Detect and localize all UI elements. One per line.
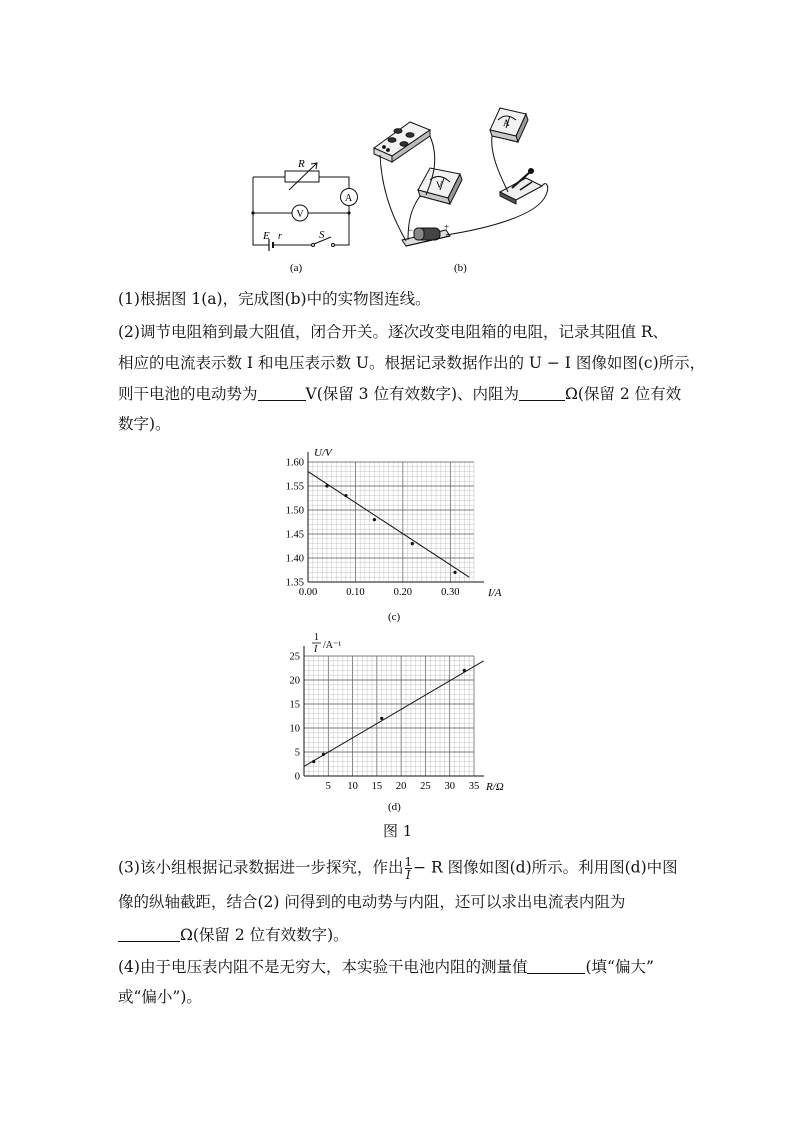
d-y-tick-label: 5 — [294, 747, 300, 759]
internal-resistance-label: r — [278, 231, 282, 242]
battery-minus-label: − — [408, 225, 414, 235]
question-3-line-2: 像的纵轴截距，结合(2) 问得到的电动势与内阻，还可以求出电流表内阻为 — [118, 893, 626, 911]
c-data-point — [373, 518, 376, 521]
chart-c-u-vs-i — [270, 440, 530, 630]
d-y-tick-label: 25 — [289, 651, 300, 663]
d-y-tick-label: 20 — [289, 675, 300, 687]
battery-plus-label: + — [444, 222, 450, 232]
chart-c-x-axis-label: I/A — [488, 587, 502, 599]
d-y-tick-label: 10 — [289, 723, 300, 735]
c-y-tick-label: 1.60 — [285, 457, 304, 469]
question-2-line-3: 则干电池的电动势为 V(保留 3 位有效数字)、内阻为 Ω(保留 2 位有效 — [118, 385, 682, 403]
d-x-tick-label: 25 — [420, 781, 431, 792]
question-1: (1)根据图 1(a)，完成图(b)中的实物图连线。 — [118, 290, 431, 308]
d-x-tick-label: 20 — [395, 781, 407, 792]
d-data-point — [312, 760, 315, 763]
chart-d-caption: (d) — [388, 801, 401, 813]
d-data-point — [463, 669, 466, 672]
ammeter-symbol-label: A — [345, 193, 353, 204]
inverse-i-fraction: $\frac{1}{I}$ — [404, 855, 413, 882]
question-4-line-1: (4)由于电压表内阻不是无穷大，本实验干电池内阻的测量值 (填“偏大” — [118, 958, 654, 976]
c-y-tick-label: 1.50 — [285, 505, 304, 517]
c-data-point — [453, 571, 456, 574]
d-x-tick-label: 30 — [444, 781, 455, 792]
chart-c-caption: (c) — [388, 611, 401, 623]
chart-d-y-label-unit: /A⁻¹ — [323, 640, 342, 651]
emf-answer-blank[interactable] — [258, 386, 306, 401]
resistor-label: R — [298, 158, 305, 170]
resistance-box-icon — [374, 122, 430, 162]
chart-d-y-label-numerator: 1 — [314, 632, 319, 643]
c-x-tick-label: 0.30 — [441, 587, 460, 598]
figure-1-caption: 图 1 — [383, 822, 413, 840]
internal-resistance-answer-blank[interactable] — [519, 386, 565, 401]
question-3-line-1: (3)该小组根据记录数据进一步探究，作出 $\frac{1}{I}$ − R 图像如图(d)所示。利用图(d)中图 — [118, 855, 678, 882]
c-x-tick-label: 0.10 — [346, 587, 365, 598]
c-data-point — [411, 542, 414, 545]
voltmeter-symbol-label: V — [296, 209, 304, 220]
d-x-tick-label: 35 — [468, 781, 480, 792]
d-data-point — [322, 753, 325, 756]
c-y-tick-label: 1.40 — [285, 553, 304, 565]
chart-d-inverse-i-vs-r — [270, 628, 530, 823]
figure-b-caption: (b) — [454, 262, 467, 274]
d-data-point — [380, 717, 383, 720]
switch-icon — [500, 169, 542, 205]
d-y-tick-label: 15 — [289, 699, 300, 711]
chart-d-x-axis-label: R/Ω — [486, 781, 504, 793]
chart-d-y-label-denominator: I — [314, 644, 318, 655]
question-2-line-4: 数字)。 — [118, 415, 171, 433]
question-2-line-1: (2)调节电阻箱到最大阻值，闭合开关。逐次改变电阻箱的电阻，记录其阻值 R、 — [118, 323, 669, 341]
c-y-tick-label: 1.55 — [285, 481, 304, 493]
ammeter-resistance-answer-blank[interactable] — [118, 927, 180, 942]
switch-label: S — [319, 229, 325, 241]
ammeter-label: A — [503, 118, 510, 128]
question-3-line-3: Ω(保留 2 位有效数字)。 — [118, 925, 349, 945]
chart-c-y-axis-label: U/V — [314, 447, 332, 459]
measurement-bias-answer-blank[interactable] — [527, 959, 585, 974]
c-y-tick-label: 1.35 — [285, 577, 304, 589]
c-x-tick-label: 0.20 — [393, 587, 413, 598]
voltmeter-label: V — [436, 180, 443, 190]
circuit-diagram-a — [245, 150, 360, 275]
c-x-tick-label: 0.00 — [298, 587, 318, 598]
d-x-tick-label: 10 — [347, 781, 358, 792]
d-x-tick-label: 15 — [371, 781, 383, 792]
question-2-line-2: 相应的电流表示数 I 和电压表示数 U。根据记录数据作出的 U − I 图像如图(c)所示， — [118, 354, 706, 372]
d-x-tick-label: 5 — [325, 781, 331, 792]
figure-a-caption: (a) — [290, 262, 303, 274]
emf-label: E — [263, 230, 270, 242]
c-y-tick-label: 1.45 — [285, 529, 304, 541]
c-data-point — [344, 494, 347, 497]
physical-setup-b — [370, 100, 560, 278]
d-y-tick-label: 0 — [294, 771, 300, 783]
c-data-point — [325, 484, 328, 487]
question-4-line-2: 或“偏小”)。 — [118, 988, 202, 1006]
